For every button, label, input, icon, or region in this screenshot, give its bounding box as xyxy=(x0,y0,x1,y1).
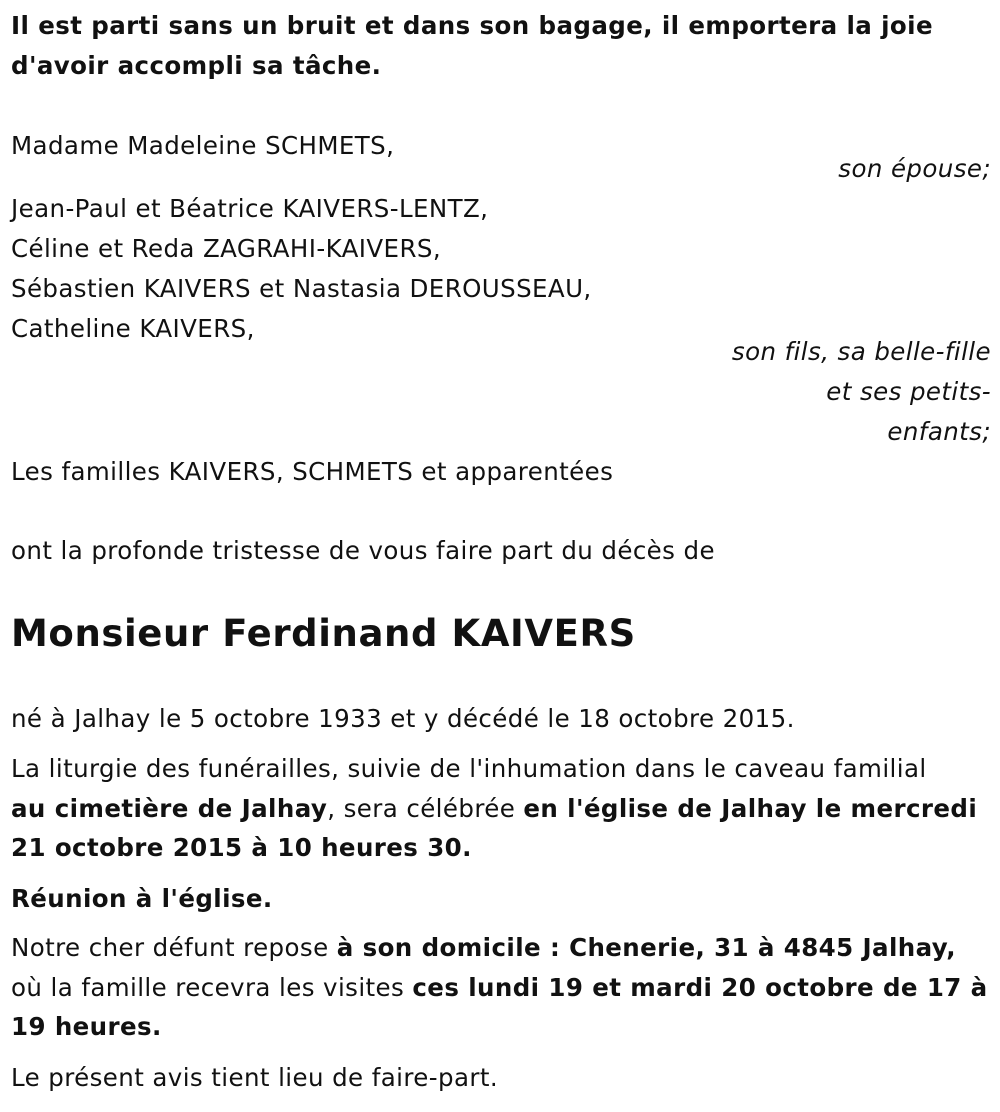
funeral-connector: , sera célébrée xyxy=(327,794,524,823)
families-line: Les familles KAIVERS, SCHMETS et apparentées xyxy=(11,457,614,486)
funeral-line-1: La liturgie des funérailles, suivie de l'inhumation dans le caveau familial xyxy=(11,754,927,783)
epigraph-line-2: d'avoir accompli sa tâche. xyxy=(11,51,382,80)
children-relation-2: et ses petits- xyxy=(826,377,991,406)
funeral-church: en l'église de Jalhay le mercredi xyxy=(523,794,978,823)
funeral-line-2 xyxy=(11,789,977,829)
visits-intro: Notre cher défunt repose xyxy=(11,933,337,962)
deceased-name: Monsieur Ferdinand KAIVERS xyxy=(11,612,636,655)
funeral-line-3: 21 octobre 2015 à 10 heures 30. xyxy=(11,833,472,862)
child-name-4: Catheline KAIVERS, xyxy=(11,314,255,343)
spouse-name: Madame Madeleine SCHMETS, xyxy=(11,131,395,160)
funeral-cemetery: au cimetière de Jalhay xyxy=(11,794,328,823)
spouse-relation: son épouse; xyxy=(838,154,991,183)
visits-dates: ces lundi 19 et mardi 20 octobre de 17 à xyxy=(412,973,988,1002)
visits-family: où la famille recevra les visites xyxy=(11,973,413,1002)
epigraph-line-1: Il est parti sans un bruit et dans son bagage, il emportera la joie xyxy=(11,11,933,40)
child-name-1: Jean-Paul et Béatrice KAIVERS-LENTZ, xyxy=(11,194,489,223)
meeting-line: Réunion à l'église. xyxy=(11,884,273,913)
child-name-3: Sébastien KAIVERS et Nastasia DEROUSSEAU, xyxy=(11,274,592,303)
closing-line: Le présent avis tient lieu de faire-part. xyxy=(11,1063,499,1092)
visits-line-3: 19 heures. xyxy=(11,1012,162,1041)
visits-line-1 xyxy=(11,928,956,968)
children-relation-1: son fils, sa belle-fille xyxy=(731,337,991,366)
visits-line-2 xyxy=(11,968,988,1008)
announcement-line: ont la profonde tristesse de vous faire part du décès de xyxy=(11,536,715,565)
visits-address: à son domicile : Chenerie, 31 à 4845 Jalhay, xyxy=(336,933,956,962)
child-name-2: Céline et Reda ZAGRAHI-KAIVERS, xyxy=(11,234,442,263)
birth-death-line: né à Jalhay le 5 octobre 1933 et y décédé le 18 octobre 2015. xyxy=(11,704,795,733)
children-relation-3: enfants; xyxy=(887,417,991,446)
